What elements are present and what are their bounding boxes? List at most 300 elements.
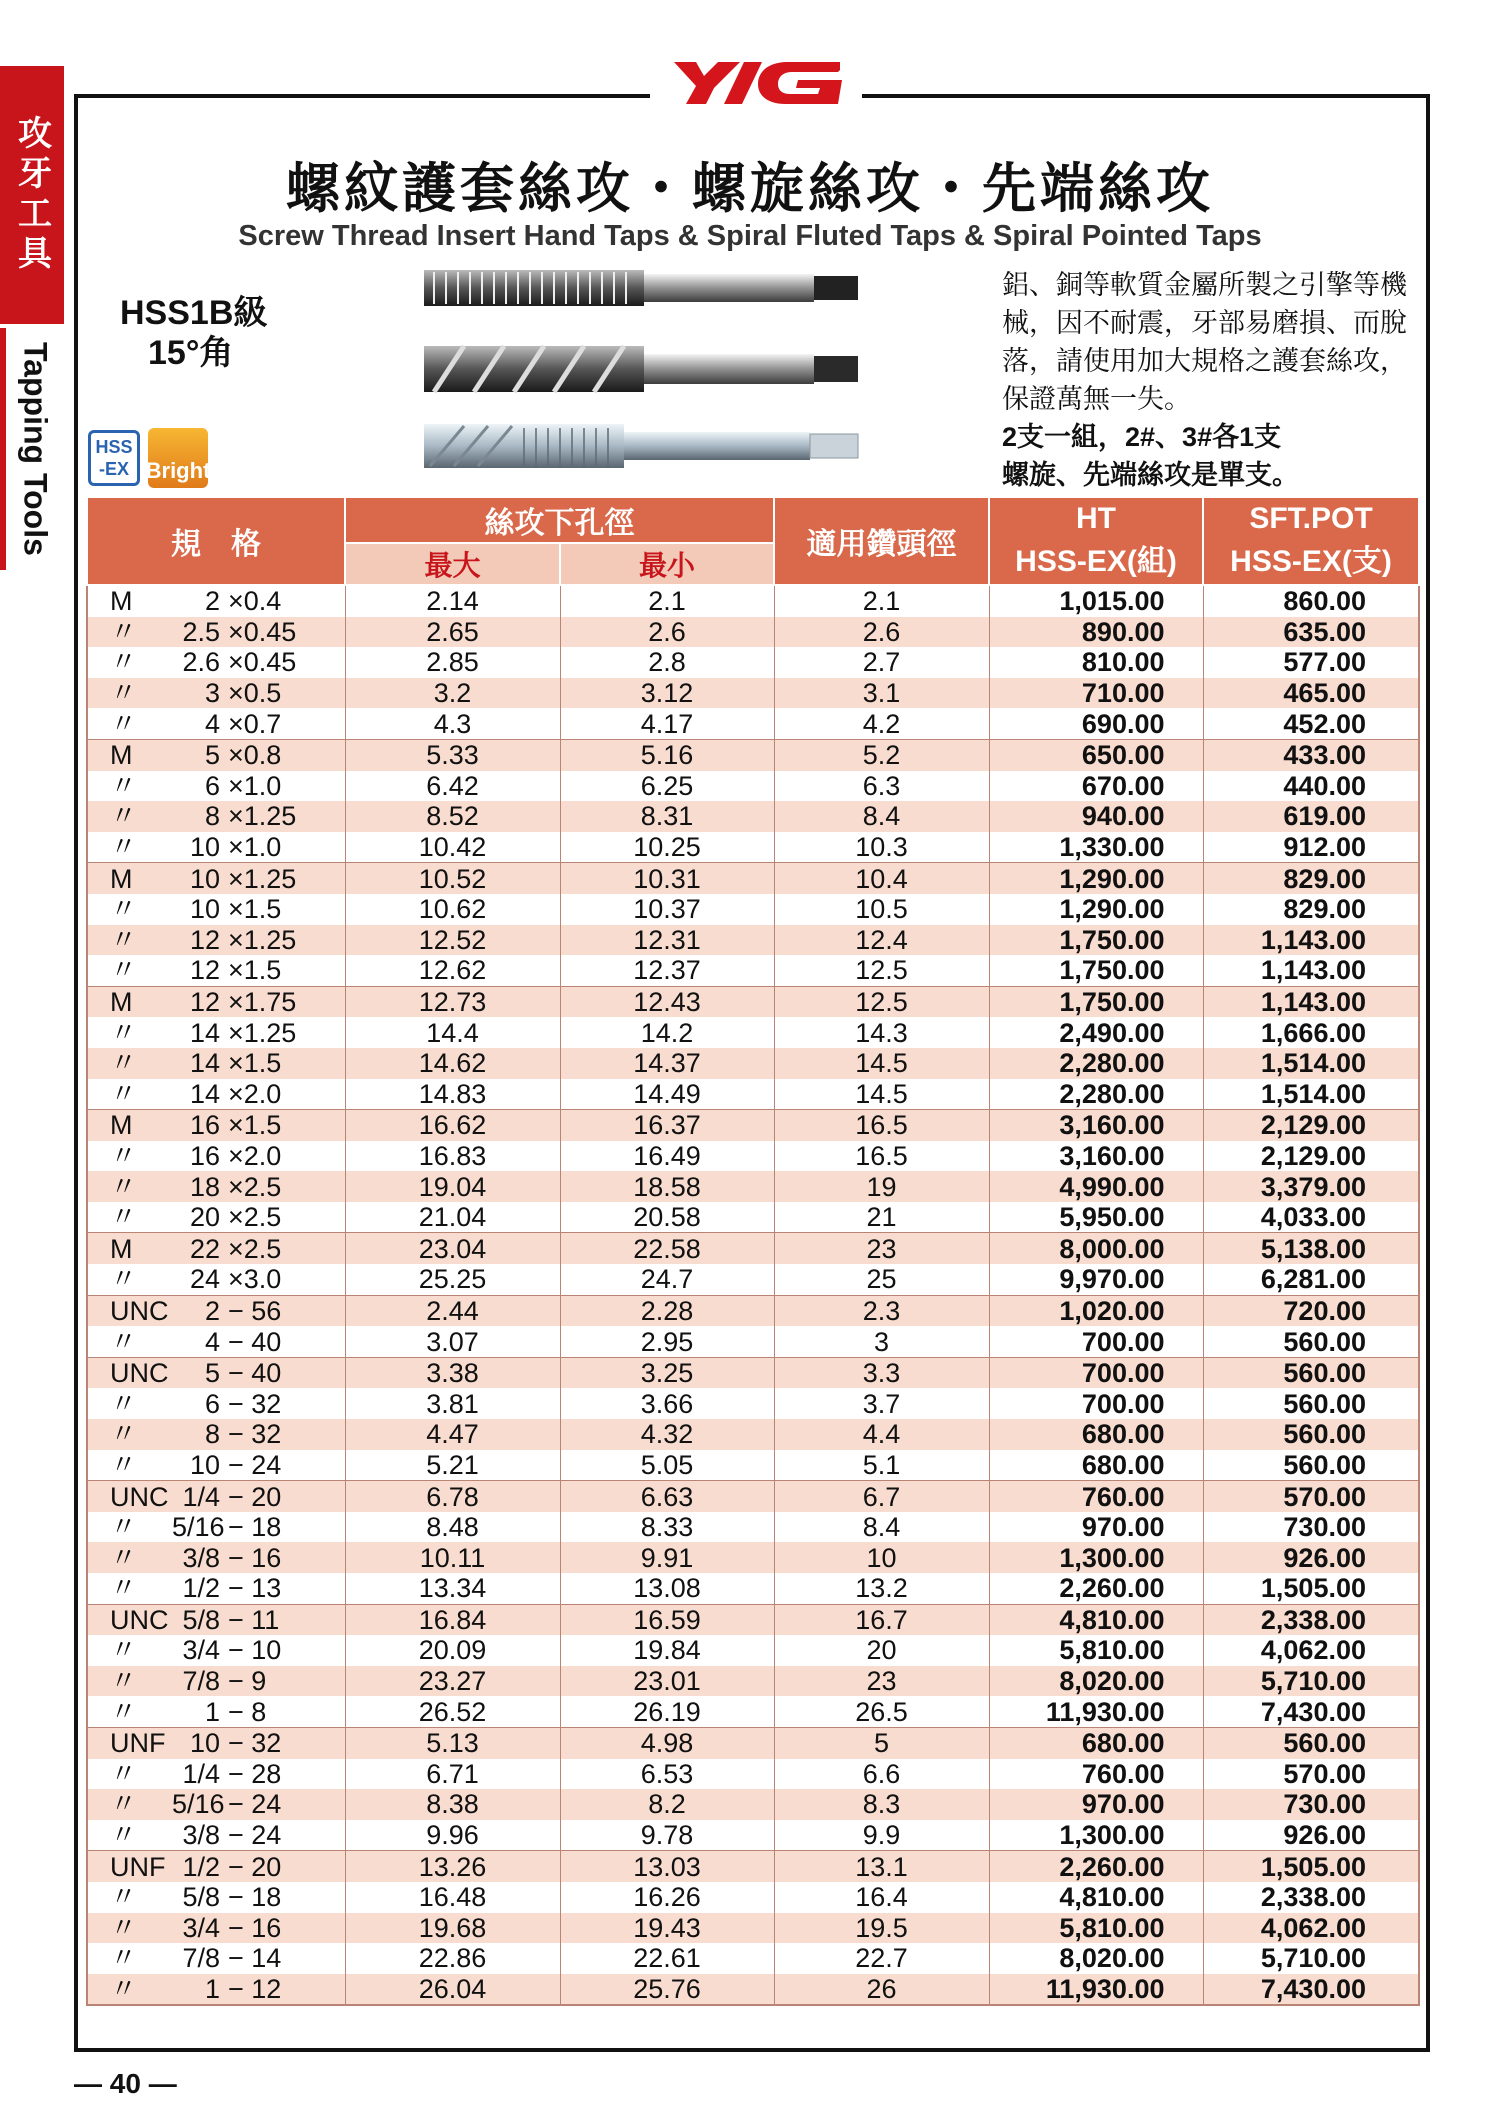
cell-sft-price: 5,710.00: [1203, 1666, 1419, 1697]
spec-size: 5/16: [172, 1512, 225, 1543]
spiral-fluted-tap-icon: [424, 346, 858, 392]
spec-size: 14: [189, 1017, 220, 1048]
cell-hole-max: 5.21: [345, 1450, 560, 1481]
table-row: [87, 647, 1419, 678]
cell-hole-min: 6.25: [560, 771, 774, 802]
cell-hole-max: 8.38: [345, 1789, 560, 1820]
spec-prefix: 〃: [110, 1974, 137, 2005]
table-row: [87, 894, 1419, 925]
spec-prefix: UNC: [110, 1358, 169, 1389]
cell-hole-min: 5.16: [560, 739, 774, 770]
cell-sft-price: 570.00: [1203, 1759, 1419, 1790]
cell-ht-price: 970.00: [989, 1512, 1203, 1543]
table-row: [87, 1573, 1419, 1604]
hss-badge-line2: -EX: [98, 459, 129, 479]
cell-sft-price: 1,143.00: [1203, 925, 1419, 956]
cell-spec: [87, 1604, 345, 1635]
cell-spec: [87, 1573, 345, 1604]
cell-hole-min: 16.59: [560, 1604, 774, 1635]
table-row: [87, 1171, 1419, 1202]
spec-thread: ×0.5: [228, 678, 282, 709]
spec-prefix: 〃: [110, 708, 137, 739]
cell-drill: 23: [774, 1233, 989, 1264]
spec-prefix: 〃: [110, 1512, 137, 1543]
table-row: [87, 1666, 1419, 1697]
cell-hole-min: 23.01: [560, 1666, 774, 1697]
cell-ht-price: 5,810.00: [989, 1913, 1203, 1944]
spec-prefix: 〃: [110, 1078, 137, 1109]
spec-size: 10: [189, 863, 220, 894]
frame-top-right: [862, 94, 1430, 98]
cell-hole-max: 6.71: [345, 1759, 560, 1790]
cell-drill: 8.4: [774, 1512, 989, 1543]
cell-sft-price: 926.00: [1203, 1542, 1419, 1573]
spec-size: 5/8: [182, 1604, 220, 1635]
cell-drill: 3: [774, 1326, 989, 1357]
table-row: [87, 832, 1419, 863]
cell-sft-price: 926.00: [1203, 1820, 1419, 1851]
desc-line: 保證萬無一失。: [1002, 384, 1191, 414]
cell-hole-min: 22.61: [560, 1943, 774, 1974]
cell-sft-price: 2,338.00: [1203, 1604, 1419, 1635]
cell-hole-min: 6.63: [560, 1481, 774, 1512]
cell-hole-max: 6.42: [345, 771, 560, 802]
cell-ht-price: 4,810.00: [989, 1882, 1203, 1913]
spec-prefix: 〃: [110, 678, 137, 709]
cell-hole-min: 26.19: [560, 1696, 774, 1727]
spec-prefix: 〃: [110, 1419, 137, 1450]
spec-prefix: M: [110, 863, 133, 894]
cell-sft-price: 452.00: [1203, 708, 1419, 739]
cell-sft-price: 1,514.00: [1203, 1079, 1419, 1110]
spec-prefix: 〃: [110, 894, 137, 925]
spec-prefix: 〃: [110, 1943, 137, 1974]
cell-hole-max: 12.73: [345, 986, 560, 1017]
desc-single-info: 螺旋、先端絲攻是單支。: [1002, 460, 1299, 490]
spec-size: 5/16: [172, 1789, 225, 1820]
cell-drill: 21: [774, 1202, 989, 1233]
spec-thread: − 16: [228, 1912, 282, 1943]
spec-thread: − 32: [228, 1419, 282, 1450]
cell-hole-min: 4.32: [560, 1419, 774, 1450]
cell-spec: [87, 1759, 345, 1790]
spec-thread: − 20: [228, 1851, 282, 1882]
spec-size: 2.6: [182, 647, 220, 678]
cell-sft-price: 5,710.00: [1203, 1943, 1419, 1974]
cell-spec: [87, 1666, 345, 1697]
col-spec-header: 規 格: [87, 497, 345, 585]
spec-size: 10: [189, 832, 220, 863]
table-row: [87, 1233, 1419, 1264]
spec-thread: − 28: [228, 1758, 282, 1789]
cell-sft-price: 4,062.00: [1203, 1913, 1419, 1944]
cell-hole-max: 16.83: [345, 1141, 560, 1172]
cell-sft-price: 1,666.00: [1203, 1017, 1419, 1048]
spec-size: 14: [189, 1078, 220, 1109]
cell-hole-max: 3.38: [345, 1357, 560, 1388]
cell-ht-price: 650.00: [989, 739, 1203, 770]
cell-sft-price: 1,514.00: [1203, 1048, 1419, 1079]
cell-hole-max: 16.48: [345, 1882, 560, 1913]
cell-spec: [87, 1851, 345, 1882]
cell-hole-max: 13.26: [345, 1851, 560, 1882]
cell-drill: 6.7: [774, 1481, 989, 1512]
cell-sft-price: 560.00: [1203, 1419, 1419, 1450]
page-title: 螺紋護套絲攻・螺旋絲攻・先端絲攻: [286, 159, 1214, 219]
cell-spec: [87, 1789, 345, 1820]
cell-drill: 10.4: [774, 863, 989, 894]
spec-thread: ×0.45: [228, 616, 297, 647]
col-hole-header: 絲攻下孔徑: [345, 497, 774, 543]
cell-spec: [87, 1264, 345, 1295]
spec-size: 6: [204, 1388, 220, 1419]
bright-badge-label: Bright: [145, 458, 211, 483]
spec-size: 7/8: [182, 1666, 220, 1697]
cell-spec: [87, 1450, 345, 1481]
cell-spec: [87, 1974, 345, 2006]
table-row: [87, 617, 1419, 648]
table-row: [87, 1481, 1419, 1512]
spec-size: 8: [204, 801, 220, 832]
cell-spec: [87, 1696, 345, 1727]
hss-badge-line1: HSS: [95, 437, 133, 457]
cell-hole-max: 26.52: [345, 1696, 560, 1727]
spec-prefix: 〃: [110, 1017, 137, 1048]
cell-spec: [87, 1141, 345, 1172]
cell-hole-min: 13.08: [560, 1573, 774, 1604]
spec-thread: − 24: [228, 1820, 282, 1851]
sft-header-line2: HSS-EX(支): [1230, 545, 1392, 578]
cell-ht-price: 2,260.00: [989, 1573, 1203, 1604]
cell-hole-max: 2.44: [345, 1295, 560, 1326]
spec-prefix: 〃: [110, 1758, 137, 1789]
cell-hole-min: 4.98: [560, 1727, 774, 1758]
spec-prefix: 〃: [110, 1789, 137, 1820]
spec-thread: − 9: [228, 1666, 267, 1697]
table-row: [87, 1450, 1419, 1481]
cell-drill: 23: [774, 1666, 989, 1697]
cell-hole-max: 16.84: [345, 1604, 560, 1635]
cell-sft-price: 7,430.00: [1203, 1696, 1419, 1727]
cell-ht-price: 4,990.00: [989, 1171, 1203, 1202]
cell-sft-price: 720.00: [1203, 1295, 1419, 1326]
spec-prefix: 〃: [110, 1820, 137, 1851]
cell-drill: 4.2: [774, 708, 989, 739]
cell-ht-price: 760.00: [989, 1481, 1203, 1512]
cell-spec: [87, 1048, 345, 1079]
cell-spec: [87, 863, 345, 894]
table-row: [87, 1512, 1419, 1543]
table-row: [87, 771, 1419, 802]
col-max-header: 最大: [345, 543, 560, 585]
cell-sft-price: 2,129.00: [1203, 1141, 1419, 1172]
spec-prefix: 〃: [110, 1912, 137, 1943]
table-row: [87, 1604, 1419, 1635]
spec-size: 5/8: [182, 1882, 220, 1913]
cell-sft-price: 560.00: [1203, 1450, 1419, 1481]
spec-prefix: M: [110, 987, 133, 1018]
cell-drill: 2.3: [774, 1295, 989, 1326]
cell-ht-price: 1,290.00: [989, 894, 1203, 925]
cell-sft-price: 829.00: [1203, 894, 1419, 925]
spec-prefix: 〃: [110, 770, 137, 801]
ht-header-line2: HSS-EX(組): [1015, 545, 1177, 578]
cell-hole-min: 10.31: [560, 863, 774, 894]
cell-hole-min: 16.37: [560, 1110, 774, 1141]
cell-ht-price: 11,930.00: [989, 1696, 1203, 1727]
cell-spec: [87, 1882, 345, 1913]
spec-thread: ×0.45: [228, 647, 297, 678]
spec-size: 1/4: [182, 1758, 220, 1789]
cell-hole-max: 10.52: [345, 863, 560, 894]
cell-spec: [87, 585, 345, 617]
cell-spec: [87, 801, 345, 832]
table-row: [87, 678, 1419, 709]
cell-hole-min: 12.43: [560, 986, 774, 1017]
spec-prefix: 〃: [110, 1635, 137, 1666]
cell-ht-price: 9,970.00: [989, 1264, 1203, 1295]
cell-drill: 12.5: [774, 955, 989, 986]
cell-ht-price: 2,280.00: [989, 1048, 1203, 1079]
table-row: [87, 1851, 1419, 1882]
cell-drill: 8.3: [774, 1789, 989, 1820]
desc-line: 落，請使用加大規格之護套絲攻，: [1002, 346, 1407, 376]
cell-hole-min: 6.53: [560, 1759, 774, 1790]
bright-finish-badge-icon: [145, 428, 211, 488]
cell-hole-min: 14.49: [560, 1079, 774, 1110]
cell-drill: 22.7: [774, 1943, 989, 1974]
cell-drill: 14.5: [774, 1048, 989, 1079]
spec-thread: ×0.8: [228, 740, 282, 771]
cell-sft-price: 1,143.00: [1203, 955, 1419, 986]
table-row: [87, 1110, 1419, 1141]
cell-ht-price: 1,750.00: [989, 925, 1203, 956]
cell-hole-min: 13.03: [560, 1851, 774, 1882]
spec-size: 3: [204, 678, 220, 709]
cell-sft-price: 2,338.00: [1203, 1882, 1419, 1913]
spec-size: 3/4: [182, 1912, 220, 1943]
cell-hole-max: 10.11: [345, 1542, 560, 1573]
cell-sft-price: 560.00: [1203, 1326, 1419, 1357]
cell-spec: [87, 1326, 345, 1357]
cell-sft-price: 560.00: [1203, 1727, 1419, 1758]
spec-thread: − 32: [228, 1728, 282, 1759]
cell-ht-price: 940.00: [989, 801, 1203, 832]
spec-size: 3/8: [182, 1542, 220, 1573]
taps-illustration: [424, 262, 864, 484]
spec-size: 2: [204, 586, 220, 617]
cell-hole-max: 23.27: [345, 1666, 560, 1697]
cell-hole-min: 8.33: [560, 1512, 774, 1543]
product-description: [1002, 266, 1422, 494]
spec-thread: ×1.5: [228, 955, 282, 986]
spec-prefix: UNC: [110, 1604, 169, 1635]
table-row: [87, 585, 1419, 617]
spec-thread: − 11: [228, 1604, 280, 1635]
cell-spec: [87, 1017, 345, 1048]
cell-ht-price: 3,160.00: [989, 1141, 1203, 1172]
table-row: [87, 1820, 1419, 1851]
table-row: [87, 1357, 1419, 1388]
cell-ht-price: 810.00: [989, 647, 1203, 678]
spec-thread: ×1.5: [228, 1110, 282, 1141]
cell-ht-price: 970.00: [989, 1789, 1203, 1820]
spec-size: 1: [204, 1696, 220, 1727]
cell-ht-price: 700.00: [989, 1326, 1203, 1357]
cell-hole-min: 14.2: [560, 1017, 774, 1048]
spec-size: 1/2: [182, 1851, 220, 1882]
cell-drill: 13.1: [774, 1851, 989, 1882]
spec-prefix: 〃: [110, 801, 137, 832]
cell-ht-price: 710.00: [989, 678, 1203, 709]
cell-sft-price: 1,505.00: [1203, 1851, 1419, 1882]
cell-hole-min: 16.49: [560, 1141, 774, 1172]
spec-size: 12: [189, 955, 220, 986]
spec-thread: ×2.0: [228, 1140, 282, 1171]
table-row: [87, 1419, 1419, 1450]
cell-sft-price: 730.00: [1203, 1512, 1419, 1543]
cell-spec: [87, 1913, 345, 1944]
spec-thread: ×1.25: [228, 863, 297, 894]
spec-thread: ×1.5: [228, 894, 282, 925]
spec-prefix: UNC: [110, 1481, 169, 1512]
cell-ht-price: 1,300.00: [989, 1820, 1203, 1851]
table-row: [87, 1913, 1419, 1944]
cell-hole-min: 2.28: [560, 1295, 774, 1326]
cell-spec: [87, 955, 345, 986]
cell-hole-max: 3.81: [345, 1388, 560, 1419]
cell-drill: 16.5: [774, 1110, 989, 1141]
spec-size: 3/8: [182, 1820, 220, 1851]
table-row: [87, 1727, 1419, 1758]
cell-drill: 16.4: [774, 1882, 989, 1913]
cell-spec: [87, 1635, 345, 1666]
cell-hole-max: 5.13: [345, 1727, 560, 1758]
cell-hole-max: 25.25: [345, 1264, 560, 1295]
cell-ht-price: 1,020.00: [989, 1295, 1203, 1326]
cell-spec: [87, 1943, 345, 1974]
spec-thread: − 18: [228, 1512, 282, 1543]
spec-thread: ×1.5: [228, 1048, 282, 1079]
spec-size: 5: [204, 740, 220, 771]
table-row: [87, 1943, 1419, 1974]
cell-ht-price: 700.00: [989, 1388, 1203, 1419]
spec-size: 4: [204, 1326, 220, 1357]
cell-drill: 9.9: [774, 1820, 989, 1851]
spec-size: 12: [189, 924, 220, 955]
spec-thread: − 18: [228, 1882, 282, 1913]
spec-size: 7/8: [182, 1943, 220, 1974]
cell-drill: 5.2: [774, 739, 989, 770]
cell-hole-min: 10.37: [560, 894, 774, 925]
spec-thread: ×1.25: [228, 1017, 297, 1048]
spiral-pointed-tap-icon: [424, 424, 858, 468]
cell-spec: [87, 647, 345, 678]
spec-size: 1/2: [182, 1573, 220, 1604]
yg-logo: [670, 54, 846, 110]
cell-ht-price: 8,000.00: [989, 1233, 1203, 1264]
spec-prefix: 〃: [110, 832, 137, 863]
table-row: [87, 1696, 1419, 1727]
cell-hole-min: 3.25: [560, 1357, 774, 1388]
cell-sft-price: 3,379.00: [1203, 1171, 1419, 1202]
cell-drill: 12.5: [774, 986, 989, 1017]
cell-spec: [87, 925, 345, 956]
cell-spec: [87, 1233, 345, 1264]
spec-prefix: 〃: [110, 1696, 137, 1727]
cell-hole-max: 19.68: [345, 1913, 560, 1944]
spec-size: 8: [204, 1419, 220, 1450]
table-row: [87, 1635, 1419, 1666]
cell-ht-price: 5,810.00: [989, 1635, 1203, 1666]
hss-ex-badge-icon: [88, 430, 140, 486]
spec-prefix: 〃: [110, 924, 137, 955]
cell-spec: [87, 617, 345, 648]
spec-prefix: 〃: [110, 616, 137, 647]
spec-prefix: 〃: [110, 955, 137, 986]
table-row: [87, 708, 1419, 739]
spec-thread: − 40: [228, 1358, 282, 1389]
cell-hole-min: 22.58: [560, 1233, 774, 1264]
cell-hole-max: 12.62: [345, 955, 560, 986]
spec-prefix: 〃: [110, 1542, 137, 1573]
cell-ht-price: 670.00: [989, 771, 1203, 802]
spec-thread: − 16: [228, 1542, 282, 1573]
cell-hole-max: 4.3: [345, 708, 560, 739]
spec-prefix: 〃: [110, 1388, 137, 1419]
cell-drill: 3.1: [774, 678, 989, 709]
desc-set-info: 2支一組，2#、3#各1支: [1002, 422, 1282, 452]
spec-thread: ×2.5: [228, 1233, 282, 1264]
cell-drill: 8.4: [774, 801, 989, 832]
table-row: [87, 1974, 1419, 2006]
spec-size: 10: [189, 1728, 220, 1759]
cell-sft-price: 5,138.00: [1203, 1233, 1419, 1264]
spec-prefix: 〃: [110, 1171, 137, 1202]
spec-prefix: 〃: [110, 1882, 137, 1913]
cell-drill: 19.5: [774, 1913, 989, 1944]
cell-hole-min: 2.95: [560, 1326, 774, 1357]
cell-hole-max: 8.48: [345, 1512, 560, 1543]
cell-spec: [87, 1357, 345, 1388]
cell-drill: 26.5: [774, 1696, 989, 1727]
cell-spec: [87, 986, 345, 1017]
cell-sft-price: 730.00: [1203, 1789, 1419, 1820]
cell-drill: 16.7: [774, 1604, 989, 1635]
cell-hole-max: 3.2: [345, 678, 560, 709]
spec-thread: − 8: [228, 1696, 267, 1727]
cell-hole-max: 26.04: [345, 1974, 560, 2006]
table-row: [87, 801, 1419, 832]
cell-hole-max: 14.62: [345, 1048, 560, 1079]
cell-sft-price: 440.00: [1203, 771, 1419, 802]
page-subtitle: Screw Thread Insert Hand Taps & Spiral Fluted Taps & Spiral Pointed Taps: [238, 220, 1262, 252]
spec-prefix: UNF: [110, 1728, 166, 1759]
cell-ht-price: 5,950.00: [989, 1202, 1203, 1233]
cell-hole-min: 12.37: [560, 955, 774, 986]
cell-sft-price: 6,281.00: [1203, 1264, 1419, 1295]
spec-size: 16: [189, 1140, 220, 1171]
cell-hole-max: 12.52: [345, 925, 560, 956]
spec-thread: ×1.25: [228, 924, 297, 955]
cell-hole-max: 19.04: [345, 1171, 560, 1202]
cell-ht-price: 8,020.00: [989, 1666, 1203, 1697]
table-row: [87, 1264, 1419, 1295]
table-row: [87, 863, 1419, 894]
spec-size: 24: [189, 1264, 220, 1295]
table-row: [87, 1388, 1419, 1419]
material-grade: HSS1B級: [120, 294, 268, 332]
